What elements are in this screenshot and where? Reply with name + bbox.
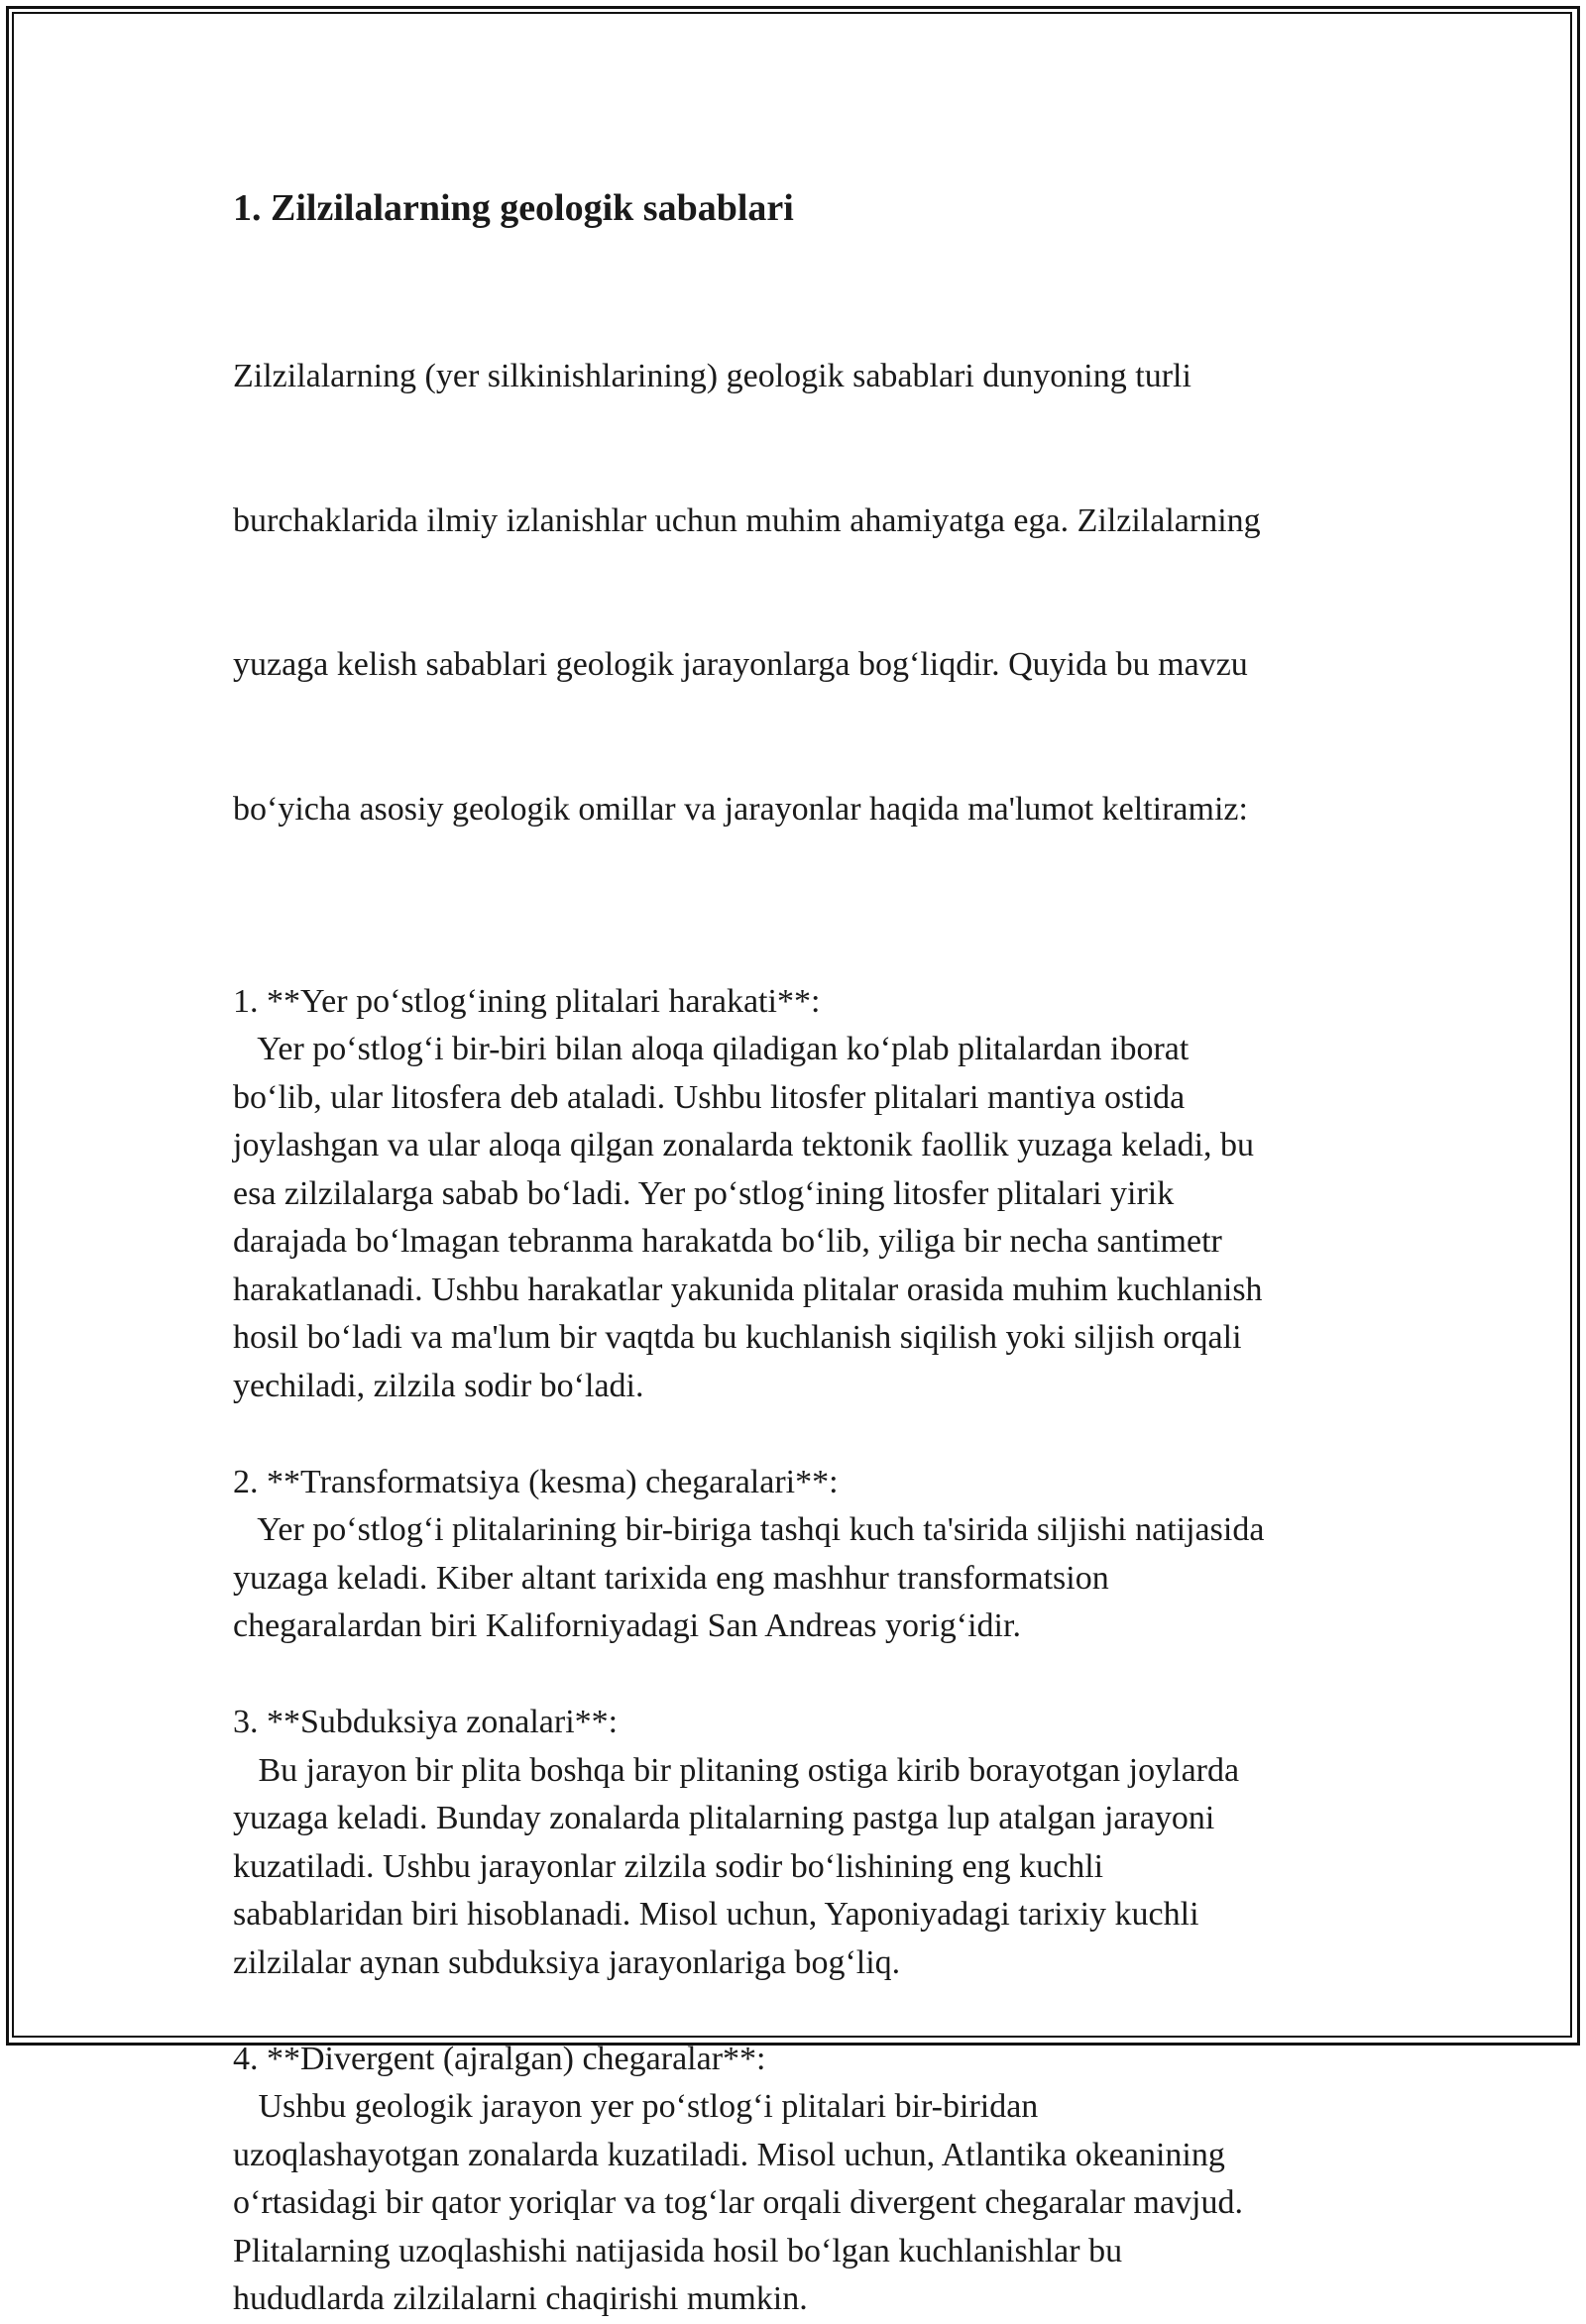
section-line: uzoqlashayotgan zonalarda kuzatiladi. Misol uchun, Atlantika okeanining: [233, 2136, 1225, 2173]
section-line: o‘rtasidagi bir qator yoriqlar va tog‘lar orqali divergent chegaralar mavjud.: [233, 2184, 1243, 2221]
document-body: [233, 183, 1373, 2324]
section-line: darajada bo‘lmagan tebranma harakatda bo‘lib, yiliga bir necha santimetr: [233, 1223, 1222, 1260]
section-title: 1. **Yer po‘stlog‘ining plitalari harakati**:: [233, 982, 821, 1020]
section-line: hududlarda zilzilalarni chaqirishi mumkin.: [233, 2280, 808, 2317]
section-line: bo‘lib, ular litosfera deb ataladi. Ushbu litosfer plitalari mantiya ostida: [233, 1078, 1186, 1116]
section-line: Yer po‘stlog‘i bir-biri bilan aloqa qiladigan ko‘plab plitalardan iborat: [233, 1031, 1190, 1067]
section-title: 3. **Subduksiya zonalari**:: [233, 1704, 619, 1740]
section-line: Ushbu geologik jarayon yer po‘stlog‘i plitalari bir-biridan: [233, 2088, 1039, 2125]
intro-line: burchaklarida ilmiy izlanishlar uchun muhim ahamiyatga ega. Zilzilalarning: [233, 501, 1261, 539]
section-subduction-zones: [233, 1699, 1373, 1987]
intro-line: Zilzilalarning (yer silkinishlarining) geologik sabablari dunyoning turli: [233, 358, 1191, 394]
document-heading: 1. Zilzilalarning geologik sabablari: [233, 187, 794, 229]
section-plate-movement: [233, 978, 1373, 1411]
section-divergent-boundaries: [233, 2036, 1373, 2324]
section-line: yuzaga keladi. Kiber altant tarixida eng mashhur transformatsion: [233, 1559, 1109, 1597]
section-line: yechiladi, zilzila sodir bo‘ladi.: [233, 1367, 644, 1404]
section-line: esa zilzilalarga sabab bo‘ladi. Yer po‘stlog‘ining litosfer plitalari yirik: [233, 1174, 1175, 1212]
section-line: kuzatiladi. Ushbu jarayonlar zilzila sodir bo‘lishining eng kuchli: [233, 1847, 1104, 1885]
section-line: zilzilalar aynan subduksiya jarayonlariga bog‘liq.: [233, 1943, 901, 1981]
intro-line: yuzaga kelish sabablari geologik jarayonlarga bog‘liqdir. Quyida bu mavzu: [233, 646, 1248, 683]
section-line: joylashgan va ular aloqa qilgan zonalarda tektonik faollik yuzaga keladi, bu: [233, 1127, 1255, 1163]
section-line: Yer po‘stlog‘i plitalarining bir-biriga tashqi kuch ta'sirida siljishi natijasida: [233, 1511, 1265, 1548]
section-title: 4. **Divergent (ajralgan) chegaralar**:: [233, 2040, 766, 2077]
intro-line: bo‘yicha asosiy geologik omillar va jarayonlar haqida ma'lumot keltiramiz:: [233, 790, 1248, 828]
section-line: Bu jarayon bir plita boshqa bir plitaning ostiga kirib borayotgan joylarda: [233, 1751, 1240, 1789]
section-title: 2. **Transformatsiya (kesma) chegaralari**:: [233, 1463, 839, 1500]
section-transform-boundaries: [233, 1459, 1373, 1651]
section-line: Plitalarning uzoqlashishi natijasida hosil bo‘lgan kuchlanishlar bu: [233, 2232, 1123, 2269]
intro-paragraph: [233, 257, 1373, 930]
section-line: chegaralardan biri Kaliforniyadagi San Andreas yorig‘idir.: [233, 1607, 1021, 1644]
section-line: yuzaga keladi. Bunday zonalarda plitalarning pastga lup atalgan jarayoni: [233, 1800, 1215, 1836]
section-line: hosil bo‘ladi va ma'lum bir vaqtda bu kuchlanish siqilish yoki siljish orqali: [233, 1319, 1242, 1356]
section-line: sabablaridan biri hisoblanadi. Misol uchun, Yaponiyadagi tarixiy kuchli: [233, 1896, 1199, 1933]
section-line: harakatlanadi. Ushbu harakatlar yakunida plitalar orasida muhim kuchlanish: [233, 1271, 1263, 1308]
